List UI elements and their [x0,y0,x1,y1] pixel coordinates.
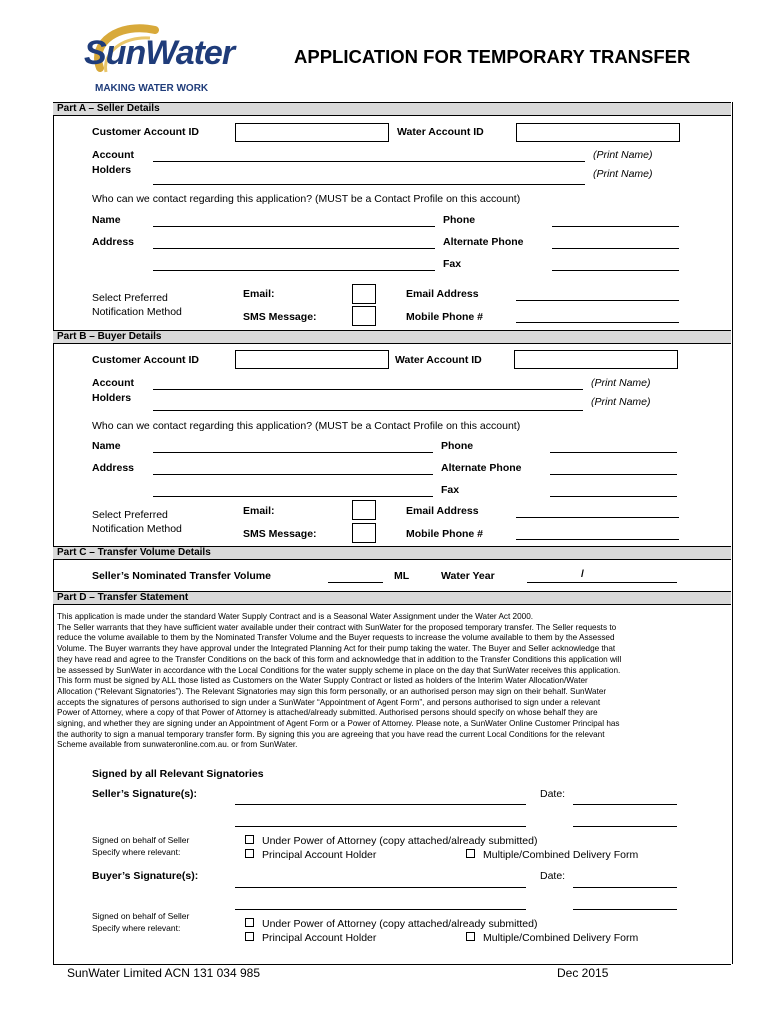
buyer-email-checkbox[interactable] [352,500,376,520]
seller-signature-line[interactable] [235,804,526,805]
specify-where-text: Specify where relevant: [92,923,181,933]
part-d-heading: Part D – Transfer Statement [53,591,731,605]
buyer-email-address-line[interactable] [516,517,679,518]
part-c-heading: Part C – Transfer Volume Details [53,546,731,560]
checkbox-icon[interactable] [466,849,475,858]
buyer-fax-line[interactable] [550,496,677,497]
buyer-water-account-id-input[interactable] [514,350,678,369]
buyer-phone-label: Phone [441,440,474,452]
buyer-opt-power-of-attorney[interactable] [245,918,537,930]
buyer-address-line-1[interactable] [153,474,433,475]
buyer-signature-line-2[interactable] [235,909,526,910]
checkbox-icon[interactable] [245,932,254,941]
part-a-heading: Part A – Seller Details [53,102,731,116]
transfer-volume-line[interactable] [328,582,383,583]
buyer-name-line[interactable] [153,452,433,453]
brand-name: SunWater [84,34,235,72]
buyer-account-label: Account [92,377,134,389]
seller-address-line-2[interactable] [153,270,435,271]
statement-line: the authority to sign a manual temporary transfer form. By signing this you are agreeing that you have read the current Local Conditions for the relevant [57,729,605,739]
seller-mobile-line[interactable] [516,322,679,323]
seller-sms-label: SMS Message: [243,311,317,323]
sellers-signature-label: Seller’s Signature(s): [92,788,198,800]
checkbox-icon[interactable] [466,932,475,941]
buyer-address-label: Address [92,462,135,474]
seller-opt-multiple[interactable] [466,849,638,861]
seller-address-label: Address [92,236,135,248]
buyer-water-account-id-label: Water Account ID [395,354,482,366]
water-year-slash: / [581,568,584,580]
buyer-mobile-label: Mobile Phone # [406,528,484,540]
seller-alt-phone-label: Alternate Phone [443,236,524,248]
seller-fax-line[interactable] [552,270,679,271]
brand-tagline: MAKING WATER WORK [95,83,209,94]
option-label: Under Power of Attorney (copy attached/already submitted) [262,835,538,847]
transfer-statement-text [57,612,719,751]
buyer-customer-account-id-input[interactable] [235,350,389,369]
option-label: Principal Account Holder [262,932,377,944]
buyer-fax-label: Fax [441,484,460,496]
buyer-holder-line-1[interactable] [153,389,583,390]
statement-line: This form must be signed by ALL those listed as Customers on the Water Supply Contract or listed as holders of the Interim Water Allocation/Water [57,676,588,686]
option-label: Multiple/Combined Delivery Form [483,932,639,944]
seller-phone-label: Phone [443,214,476,226]
seller-holders-label: Holders [92,164,132,176]
buyer-holder-line-2[interactable] [153,410,583,411]
buyer-opt-principal[interactable] [245,932,376,944]
option-label: Under Power of Attorney (copy attached/already submitted) [262,918,538,930]
buyer-date-line[interactable] [573,887,677,888]
seller-name-line[interactable] [153,226,435,227]
statement-line: This application is made under the standard Water Supply Contract and is a Seasonal Water Assignment under the Water Act 2000. [57,612,534,621]
seller-email-checkbox[interactable] [352,284,376,304]
signed-by-all-heading: Signed by all Relevant Signatories [92,768,264,780]
signed-on-behalf-text: Signed on behalf of Seller [92,835,190,845]
buyer-notification-method: Notification Method [92,523,182,535]
seller-date-line[interactable] [573,804,677,805]
buyer-sms-checkbox[interactable] [352,523,376,543]
seller-water-account-id-input[interactable] [516,123,680,142]
seller-holder-line-2[interactable] [153,184,585,185]
buyer-address-line-2[interactable] [153,496,433,497]
option-label: Multiple/Combined Delivery Form [483,849,639,861]
seller-fax-label: Fax [443,258,462,270]
buyer-mobile-line[interactable] [516,539,679,540]
buyer-phone-line[interactable] [550,452,677,453]
buyer-name-label: Name [92,440,121,452]
seller-select-preferred: Select Preferred [92,292,168,304]
seller-print-name-2: (Print Name) [593,168,653,180]
seller-print-name-1: (Print Name) [593,149,653,161]
statement-line: Volume. The Buyer warrants they have approval under the Integrated Planning Act for their pump taking the water. The Buyer and Seller acknowledge that [57,644,616,654]
seller-phone-line[interactable] [552,226,679,227]
buyer-contact-question: Who can we contact regarding this application? (MUST be a Contact Profile on this account) [92,420,521,432]
footer-date: Dec 2015 [557,966,609,980]
seller-alt-phone-line[interactable] [552,248,679,249]
seller-water-account-id-label: Water Account ID [397,126,484,138]
buyer-customer-account-id-label: Customer Account ID [92,354,199,366]
sunwater-logo [80,22,250,97]
statement-line: The Seller warrants that they have sufficient water available under their contract with SunWater for the proposed temporary transfer. The Seller requests to [57,622,617,632]
buyer-print-name-2: (Print Name) [591,396,651,408]
statement-line: be assessed by SunWater in accordance with the Local Conditions for the water supply scheme in place on the day that SunWater receives this application. [57,665,621,675]
statement-line: accepts the signatures of persons authorised to sign under a SunWater “Appointment of Agent Form”, and persons authorised to sign under a relevant [57,697,601,707]
specify-where-text: Specify where relevant: [92,847,181,857]
seller-name-label: Name [92,214,121,226]
checkbox-icon[interactable] [245,918,254,927]
seller-email-label: Email: [243,288,275,300]
form-bottom-border [53,964,731,965]
statement-line: Scheme available from sunwateronline.com.au. or from SunWater. [57,740,298,750]
seller-mobile-label: Mobile Phone # [406,311,484,323]
seller-notification-method: Notification Method [92,306,182,318]
buyer-print-name-1: (Print Name) [591,377,651,389]
checkbox-icon[interactable] [245,835,254,844]
seller-signature-line-2[interactable] [235,826,526,827]
seller-opt-principal[interactable] [245,849,376,861]
signed-on-behalf-text: Signed on behalf of Seller [92,911,190,921]
seller-email-address-line[interactable] [516,300,679,301]
footer-company: SunWater Limited ACN 131 034 985 [67,966,261,980]
seller-contact-question: Who can we contact regarding this application? (MUST be a Contact Profile on this account) [92,193,521,205]
buyers-signature-label: Buyer’s Signature(s): [92,870,199,882]
statement-line: they have read and agree to the Transfer Conditions on the back of this form and acknowledge that in addition to the Transfer Conditions this application will [57,654,622,664]
seller-email-address-label: Email Address [406,288,479,300]
seller-date-label: Date: [540,788,566,800]
transfer-volume-label: Seller’s Nominated Transfer Volume [92,570,271,582]
buyer-email-label: Email: [243,505,275,517]
seller-address-line-1[interactable] [153,248,435,249]
buyer-alt-phone-line[interactable] [550,474,677,475]
page-title: APPLICATION FOR TEMPORARY TRANSFER [294,46,691,67]
buyer-date-line-2[interactable] [573,909,677,910]
option-label: Principal Account Holder [262,849,377,861]
buyer-email-address-label: Email Address [406,505,479,517]
seller-account-label: Account [92,149,134,161]
buyer-alt-phone-label: Alternate Phone [441,462,522,474]
buyer-date-label: Date: [540,870,566,882]
seller-on-behalf-note [92,834,189,858]
part-b-heading: Part B – Buyer Details [53,330,731,344]
buyer-sms-label: SMS Message: [243,528,317,540]
seller-opt-power-of-attorney[interactable] [245,835,537,847]
statement-line: reduce the volume available to them by the Nominated Transfer Volume and the Buyer requests to increase the volume available to them by the Assessed [57,633,615,643]
buyer-on-behalf-note [92,910,189,934]
buyer-holders-label: Holders [92,392,132,404]
checkbox-icon[interactable] [245,849,254,858]
buyer-opt-multiple[interactable] [466,932,638,944]
ml-unit-label: ML [394,570,410,582]
seller-customer-account-id-label: Customer Account ID [92,126,199,138]
buyer-select-preferred: Select Preferred [92,509,168,521]
seller-sms-checkbox[interactable] [352,306,376,326]
statement-line: signing, and whether they are signing under an Appointment of Agent Form or a Power of Attorney. Please note, a SunWater Online Customer Principal has [57,719,620,729]
statement-line: Power of Attorney, where a copy of that Power of Attorney is attached/already submitted. Authorised persons should specify on whose behalf they are [57,708,598,718]
water-year-label: Water Year [441,570,495,582]
seller-holder-line-1[interactable] [153,161,585,162]
water-year-line[interactable] [527,582,677,583]
statement-line: Allocation (“Relevant Signatories”). The Relevant Signatories may sign this form personally, or an authorised person may sign on their behalf. SunWater [57,686,607,696]
buyer-signature-line[interactable] [235,887,526,888]
seller-customer-account-id-input[interactable] [235,123,389,142]
seller-date-line-2[interactable] [573,826,677,827]
